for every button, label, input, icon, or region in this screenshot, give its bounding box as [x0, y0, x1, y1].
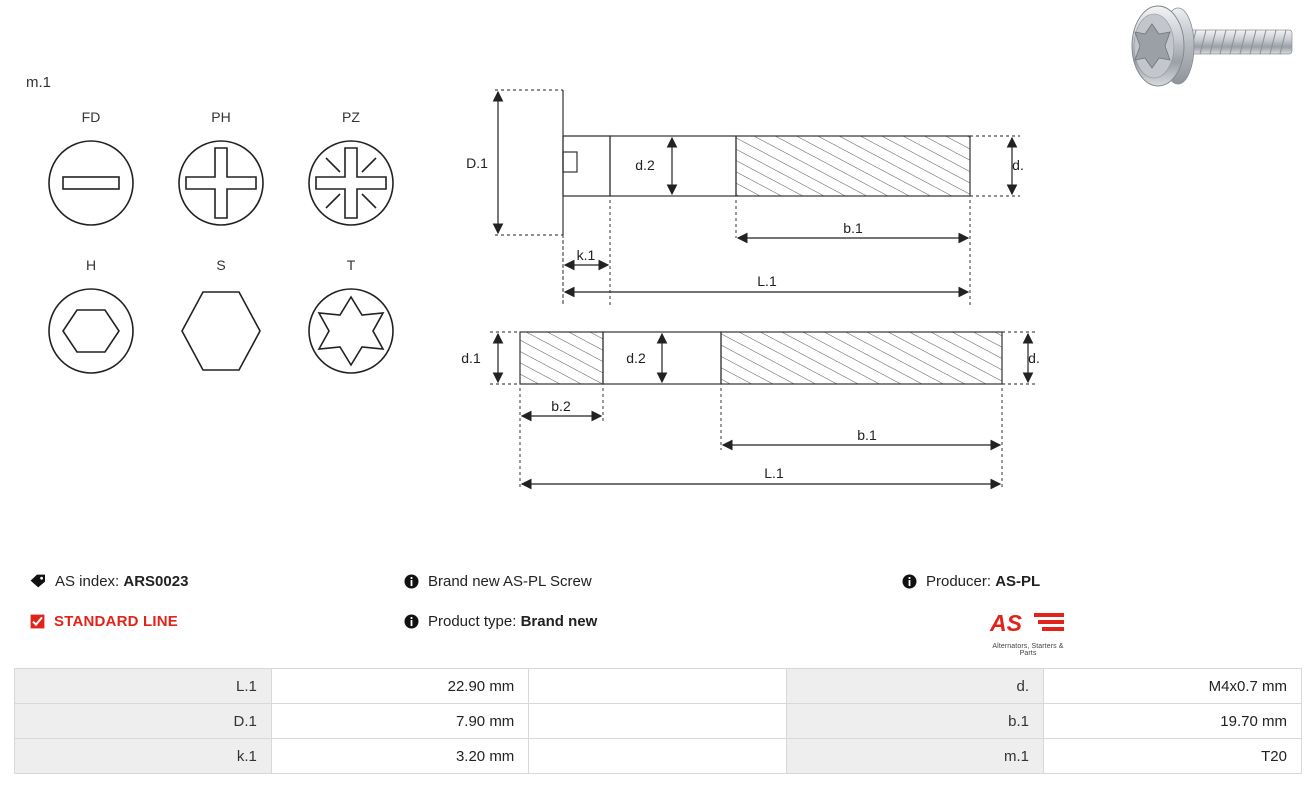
info-icon: [902, 574, 917, 589]
dim-label-k1: k.1: [576, 247, 596, 263]
info-icon: [404, 614, 419, 629]
dim-label-stud-d: d.: [1028, 350, 1040, 366]
brand-text: Brand new AS-PL Screw: [428, 572, 592, 590]
table-row: [15, 669, 1302, 704]
spec-key: m.1: [787, 739, 1044, 774]
as-pl-logo: [988, 610, 1068, 657]
standard-line-label: STANDARD LINE: [54, 612, 178, 630]
as-index-value: ARS0023: [123, 572, 189, 590]
table-row: [15, 739, 1302, 774]
spec-value: M4x0.7 mm: [1044, 669, 1302, 704]
brand-row: [404, 566, 597, 596]
drive-type-label: PH: [211, 109, 231, 125]
dim-label-d2: d.2: [635, 157, 655, 173]
spec-key: k.1: [15, 739, 272, 774]
drive-type-pz: [286, 109, 416, 231]
dim-label-b1: b.1: [843, 220, 863, 236]
drive-type-grid: [26, 74, 426, 379]
drive-type-ph: [156, 109, 286, 231]
dim-label-stud-b1: b.1: [857, 427, 877, 443]
drive-group-label: m.1: [26, 74, 52, 91]
info-column-left: [30, 566, 188, 636]
info-icon: [404, 574, 419, 589]
drive-type-label: PZ: [342, 109, 360, 125]
dim-label-stud-d1: d.1: [461, 350, 481, 366]
product-type-row: [404, 606, 597, 636]
producer-value: AS-PL: [995, 572, 1041, 590]
spec-key: L.1: [15, 669, 272, 704]
as-index-label: AS index:: [55, 572, 120, 590]
table-row: [15, 704, 1302, 739]
tag-icon: [30, 574, 46, 588]
spec-value: 22.90 mm: [271, 669, 528, 704]
drive-type-label: T: [346, 257, 356, 273]
hex-head-drive-icon: [156, 283, 286, 379]
drive-type-t: [286, 257, 416, 379]
spec-key: b.1: [787, 704, 1044, 739]
drive-type-label: H: [85, 257, 97, 273]
pozidriv-drive-icon: [286, 135, 416, 231]
standard-line-row: [30, 606, 188, 636]
table-spacer: [529, 739, 787, 774]
as-index-row: [30, 566, 188, 596]
info-column-middle: [404, 566, 597, 636]
slotted-drive-icon: [26, 135, 156, 231]
drive-type-label: FD: [81, 109, 101, 125]
drive-type-s: [156, 257, 286, 379]
dim-label-stud-d2: d.2: [626, 350, 646, 366]
table-spacer: [529, 669, 787, 704]
product-info: [0, 566, 1316, 662]
phillips-drive-icon: [156, 135, 286, 231]
spec-value: 3.20 mm: [271, 739, 528, 774]
table-spacer: [529, 704, 787, 739]
spec-key: D.1: [15, 704, 272, 739]
spec-value: 19.70 mm: [1044, 704, 1302, 739]
dim-label-D1: D.1: [466, 155, 488, 171]
producer-row: [902, 566, 1040, 596]
producer-label: Producer:: [926, 572, 992, 590]
info-column-right: [902, 566, 1040, 596]
spec-key: d.: [787, 669, 1044, 704]
drive-type-fd: [26, 109, 156, 231]
drive-type-row: [26, 109, 426, 231]
spec-value: 7.90 mm: [271, 704, 528, 739]
dim-label-d: d.: [1012, 157, 1024, 173]
dim-label-L1: L.1: [757, 273, 777, 289]
product-type-label: Product type:: [428, 612, 517, 630]
screw-schematic: [440, 60, 1060, 525]
specification-table: [14, 668, 1302, 774]
product-photo: [1074, 2, 1304, 112]
drive-type-label: S: [216, 257, 226, 273]
torx-drive-icon: [286, 283, 416, 379]
svg-text:AS: AS: [990, 610, 1022, 636]
dim-label-stud-L1: L.1: [764, 465, 784, 481]
checkbox-icon: [30, 614, 45, 629]
drive-type-row: [26, 257, 426, 379]
spec-value: T20: [1044, 739, 1302, 774]
product-type-value: Brand new: [520, 612, 598, 630]
as-pl-logo-subtitle: Alternators, Starters & Parts: [992, 643, 1064, 657]
hex-socket-drive-icon: [26, 283, 156, 379]
dim-label-stud-b2: b.2: [551, 398, 571, 414]
drive-type-h: [26, 257, 156, 379]
